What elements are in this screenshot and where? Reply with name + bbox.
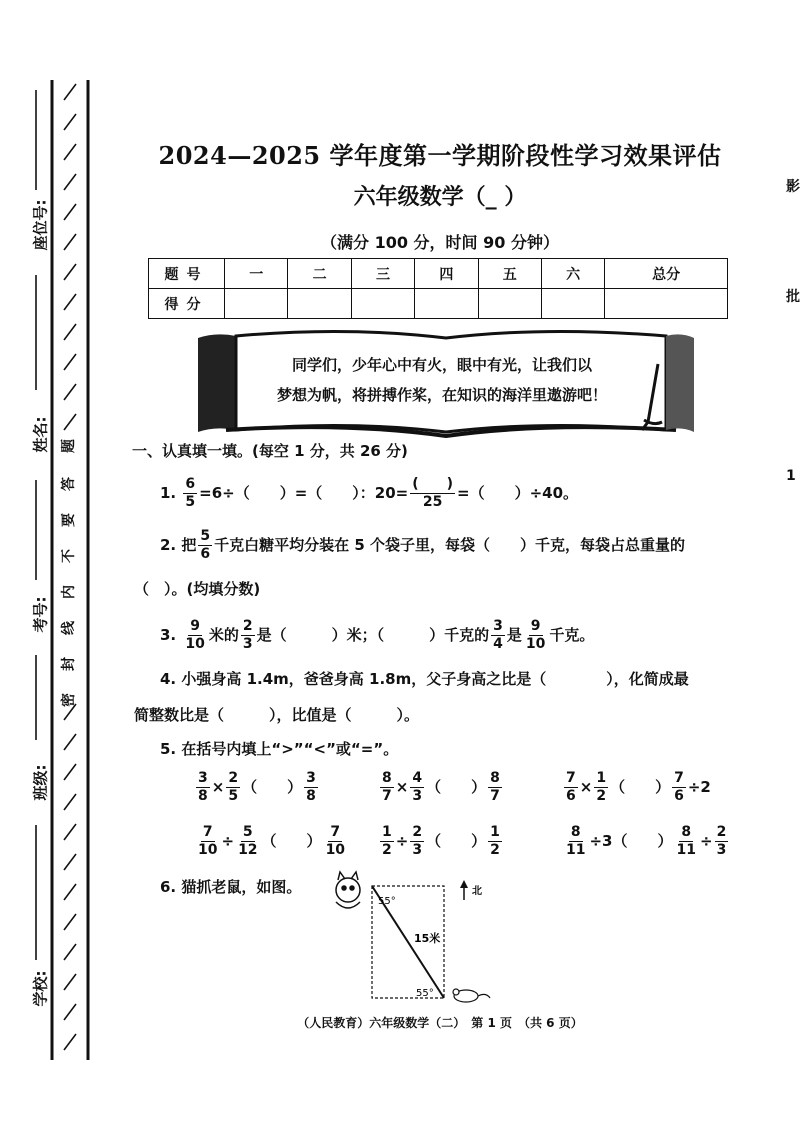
score-table-cell: 四	[415, 259, 478, 289]
numerator: 7	[674, 770, 684, 786]
numerator: 2	[228, 770, 239, 786]
fraction	[672, 770, 686, 805]
fraction	[236, 824, 259, 859]
denominator: 3	[412, 842, 423, 858]
score-table-score-row	[149, 289, 728, 319]
q-text: =6÷（ ）=（ ）：20=	[199, 484, 409, 502]
numerator: 8	[681, 824, 692, 840]
fraction	[196, 824, 219, 859]
denominator: 10	[325, 842, 346, 858]
page-footer: （人民教育）六年级数学（二） 第 1 页 （共 6 页）	[297, 1016, 583, 1030]
denominator: 6	[674, 788, 684, 804]
denominator: 8	[198, 788, 208, 804]
question-5-title: 5. 在括号内填上“>”“<”或“=”。	[160, 740, 399, 758]
numerator: 3	[493, 618, 503, 634]
edge-char: 影	[786, 179, 800, 195]
numerator: 1	[382, 824, 392, 840]
score-table-cell: 题号	[149, 259, 225, 289]
q-text: 千克白糖平均分装在 5 个袋子里，每袋（ ）千克，每袋占总重量的	[214, 536, 685, 554]
score-table	[148, 258, 728, 319]
seal-char: 题	[61, 439, 77, 453]
section-heading: 一、认真填一填。(每空 1 分，共 26 分)	[132, 442, 408, 460]
score-row-label: 得分	[149, 289, 225, 319]
q-number: 1.	[160, 484, 177, 502]
score-table-header-row	[149, 259, 728, 289]
denominator: 8	[306, 788, 316, 804]
fraction	[410, 476, 455, 511]
fraction	[196, 770, 210, 805]
denominator: 6	[200, 546, 211, 562]
fraction	[183, 476, 197, 511]
q-number: 3.	[160, 626, 177, 644]
exam-title: 2024—2025 学年度第一学期阶段性学习效果评估	[158, 141, 722, 170]
score-table-cell: 二	[288, 259, 351, 289]
compare-item	[562, 824, 730, 859]
seat-number-label: 座位号:	[31, 199, 50, 251]
question-2	[160, 528, 685, 563]
score-input-cell[interactable]	[288, 289, 351, 319]
numerator: 5	[242, 824, 253, 840]
question-4: 4. 小强身高 1.4m，爸爸身高 1.8m，父子身高之比是（ ），化简成最	[160, 670, 689, 688]
numerator: 9	[190, 618, 200, 634]
operator: ×	[395, 778, 409, 796]
edge-char: 批	[786, 289, 800, 305]
numerator: 1	[596, 770, 607, 786]
name-label: 姓名:	[31, 416, 50, 453]
fraction	[488, 824, 502, 859]
denominator: 11	[566, 842, 586, 858]
fraction	[183, 618, 206, 653]
numerator: 4	[412, 770, 423, 786]
fraction	[226, 770, 240, 805]
compare-item	[378, 770, 504, 805]
fraction	[198, 528, 212, 563]
seal-char: 封	[61, 657, 77, 671]
exam-number-label: 考号:	[31, 596, 50, 633]
north-label: 北	[472, 886, 482, 897]
binding-margin-decoration	[0, 0, 100, 1123]
numerator: 7	[330, 824, 341, 840]
question-6: 6. 猫抓老鼠，如图。	[160, 878, 302, 896]
question-3	[160, 618, 594, 653]
score-input-cell[interactable]	[541, 289, 604, 319]
denominator: 25	[422, 494, 443, 510]
banner-line: 梦想为帆，将拼搏作桨，在知识的海洋里遨游吧！	[276, 386, 607, 404]
cat-mouse-diagram	[326, 868, 506, 1008]
fraction	[594, 770, 608, 805]
fraction	[488, 770, 502, 805]
numerator: 8	[382, 770, 392, 786]
answer-blank[interactable]: （ ）	[242, 778, 303, 796]
angle-bottom: 55°	[416, 988, 434, 999]
q-text: =（ ）÷40。	[457, 484, 579, 502]
score-table-cell: 三	[351, 259, 414, 289]
score-table-cell: 一	[225, 259, 288, 289]
denominator: 10	[525, 636, 546, 652]
numerator: 7	[202, 824, 213, 840]
q-text: 是（ ）米；（ ）千克的	[256, 626, 490, 644]
angle-top: 55°	[378, 896, 396, 907]
answer-blank[interactable]: （ ）	[426, 832, 487, 850]
operator: ÷	[700, 832, 713, 850]
binding-margin	[0, 0, 100, 1123]
numerator: ( )	[412, 476, 454, 492]
fraction	[564, 824, 587, 859]
numerator: 1	[490, 824, 500, 840]
score-input-cell[interactable]	[351, 289, 414, 319]
numerator: 2	[242, 618, 253, 634]
answer-blank[interactable]: （ ）	[612, 832, 673, 850]
fraction	[410, 824, 424, 859]
operator: ÷	[221, 832, 235, 850]
numerator: 9	[530, 618, 541, 634]
compare-item	[194, 824, 349, 859]
operator: ÷2	[687, 778, 711, 796]
fraction	[410, 770, 424, 805]
fraction	[304, 770, 318, 805]
denominator: 2	[596, 788, 607, 804]
score-input-cell[interactable]	[225, 289, 288, 319]
fraction	[380, 824, 394, 859]
denominator: 11	[676, 842, 696, 858]
denominator: 7	[490, 788, 500, 804]
q-text: 米的	[208, 626, 239, 644]
answer-blank[interactable]: （ ）	[610, 778, 671, 796]
fraction	[524, 618, 547, 653]
numerator: 2	[412, 824, 423, 840]
numerator: 8	[490, 770, 500, 786]
seal-char: 要	[61, 513, 77, 527]
banner-line: 同学们，少年心中有火，眼中有光，让我们以	[291, 356, 592, 374]
denominator: 12	[238, 842, 258, 858]
denominator: 3	[716, 842, 727, 858]
numerator: 2	[716, 824, 727, 840]
denominator: 4	[493, 636, 503, 652]
edge-char: 1	[786, 468, 796, 484]
fraction	[491, 618, 505, 653]
seal-char: 答	[61, 477, 77, 491]
numerator: 3	[198, 770, 208, 786]
operator: ×	[579, 778, 593, 796]
score-input-cell[interactable]	[415, 289, 478, 319]
mouse-icon	[453, 989, 490, 1002]
denominator: 2	[382, 842, 392, 858]
denominator: 10	[198, 842, 218, 858]
class-label: 班级:	[31, 764, 50, 801]
denominator: 6	[566, 788, 576, 804]
exam-info: （满分 100 分，时间 90 分钟）	[321, 233, 559, 252]
compare-item	[194, 770, 320, 805]
fraction	[324, 824, 347, 859]
q-text: 千克。	[549, 626, 595, 644]
operator: ×	[211, 778, 225, 796]
answer-blank[interactable]: （ ）	[261, 832, 322, 850]
seal-char: 密	[61, 693, 77, 707]
fraction	[715, 824, 729, 859]
q-number: 2. 把	[160, 536, 197, 554]
answer-blank[interactable]: （ ）	[426, 778, 487, 796]
seal-char: 内	[61, 585, 77, 599]
score-table-cell: 总分	[605, 259, 728, 289]
denominator: 7	[382, 788, 392, 804]
school-label: 学校:	[31, 970, 50, 1007]
compare-item	[378, 824, 504, 859]
fraction	[564, 770, 578, 805]
north-arrow-icon	[460, 880, 468, 900]
operator: ÷3	[589, 832, 613, 850]
score-input-cell[interactable]	[478, 289, 541, 319]
score-table-cell: 五	[478, 259, 541, 289]
question-2-cont: （ ）。(均填分数)	[134, 580, 261, 598]
score-input-cell[interactable]	[605, 289, 728, 319]
fraction	[675, 824, 698, 859]
denominator: 10	[185, 636, 205, 652]
seal-char: 线	[61, 621, 77, 635]
denominator: 3	[242, 636, 253, 652]
fraction	[241, 618, 255, 653]
seal-char: 不	[61, 549, 77, 563]
fraction	[380, 770, 394, 805]
exam-subtitle: 六年级数学（_ ）	[353, 184, 527, 210]
numerator: 8	[570, 824, 581, 840]
numerator: 6	[185, 476, 196, 492]
compare-item	[562, 770, 711, 805]
score-table-cell: 六	[541, 259, 604, 289]
denominator: 5	[228, 788, 239, 804]
numerator: 7	[566, 770, 576, 786]
question-1	[160, 476, 578, 511]
banner-text	[232, 350, 652, 410]
numerator: 5	[200, 528, 211, 544]
numerator: 3	[306, 770, 316, 786]
denominator: 5	[185, 494, 196, 510]
cat-icon	[336, 872, 360, 908]
denominator: 3	[412, 788, 423, 804]
operator: ÷	[395, 832, 409, 850]
distance-label: 15米	[414, 932, 441, 945]
q-text: 是	[506, 626, 522, 644]
question-4-cont: 简整数比是（ ），比值是（ ）。	[134, 706, 420, 724]
denominator: 2	[490, 842, 500, 858]
